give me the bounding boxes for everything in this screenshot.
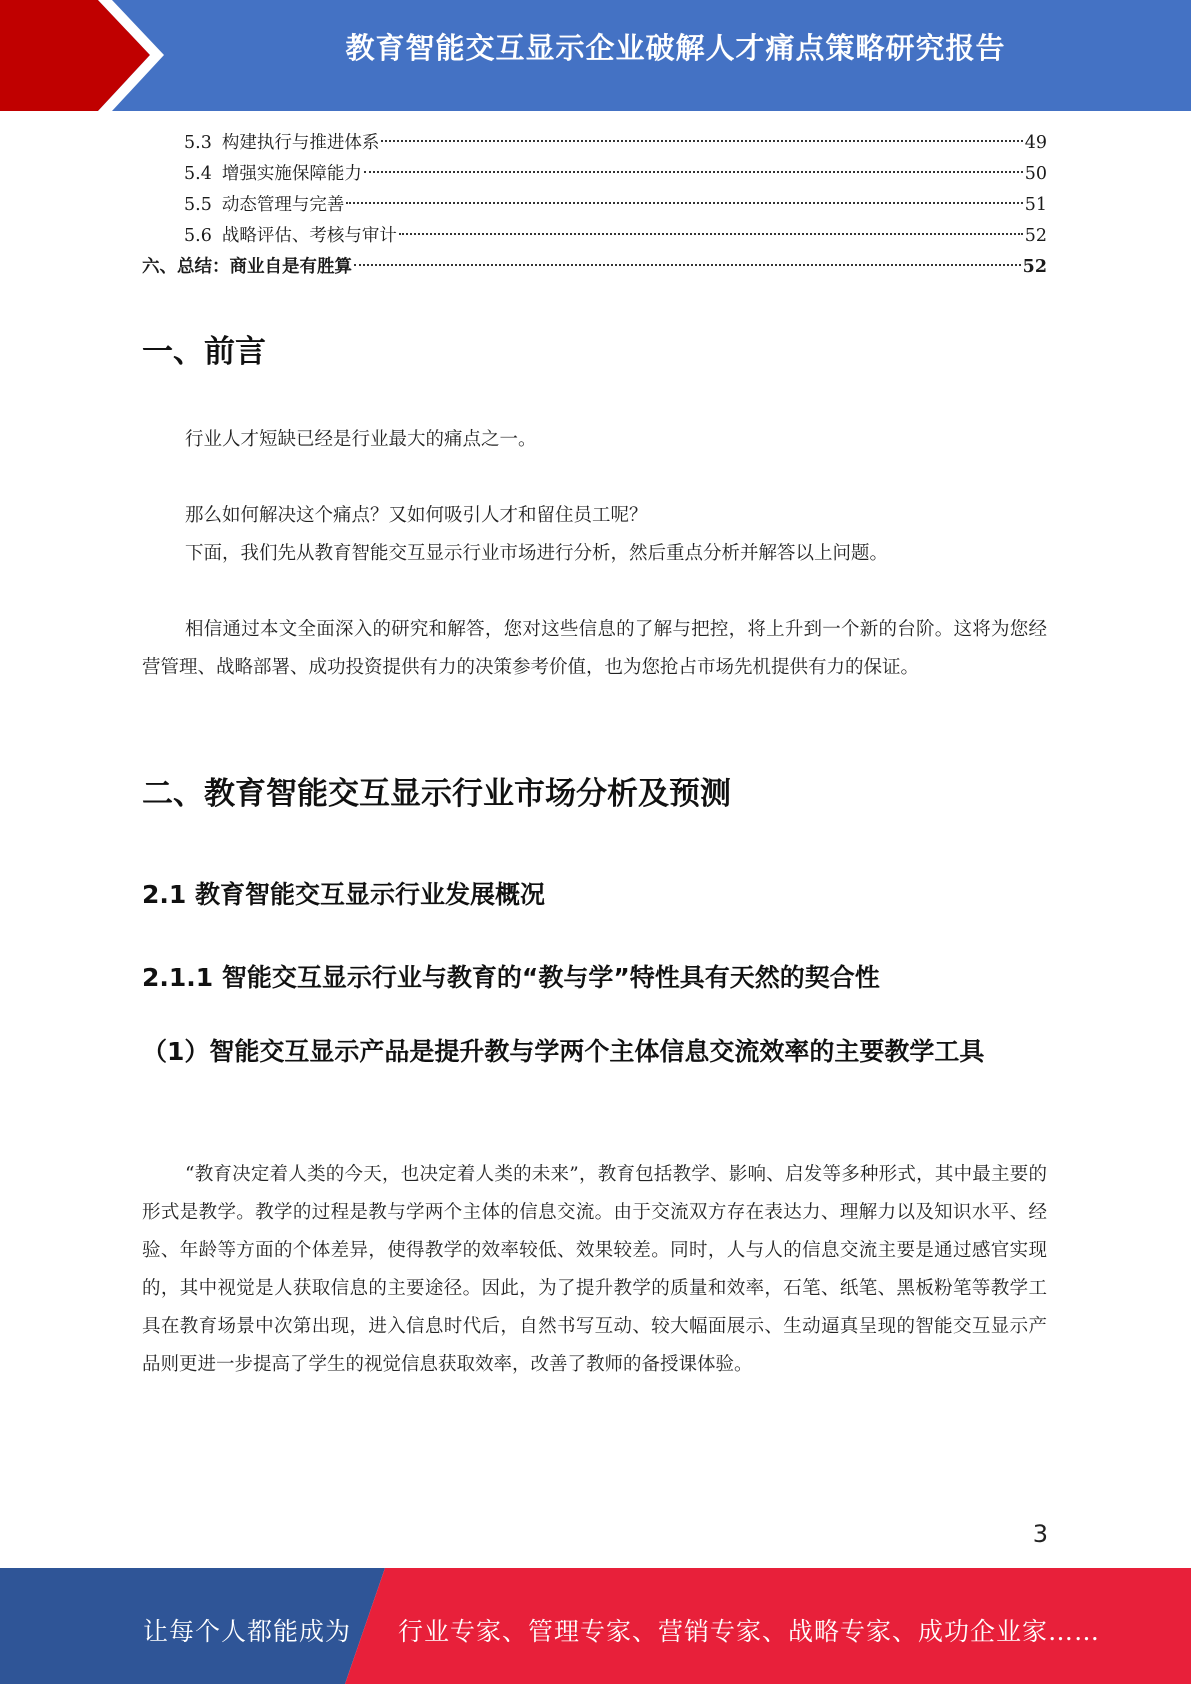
footer-slogan-left: 让每个人都能成为	[143, 1617, 352, 1646]
toc-item-title: 六、总结：商业自是有胜算	[142, 257, 352, 277]
header-title: 教育智能交互显示企业破解人才痛点策略研究报告	[345, 31, 1006, 65]
toc-item-number: 5.4	[184, 164, 212, 184]
toc-leader	[346, 202, 1022, 204]
toc-item-chapter[interactable]	[142, 252, 1047, 283]
toc-leader	[381, 140, 1022, 142]
paragraph: 行业人才短缺已经是行业最大的痛点之一。	[185, 429, 537, 450]
toc-item-number: 5.6	[184, 226, 212, 246]
toc-item-page: 52	[1024, 226, 1047, 246]
footer-banner	[0, 1568, 1191, 1684]
toc-item-page: 49	[1024, 133, 1047, 153]
toc-item[interactable]	[142, 159, 1047, 190]
toc-leader	[364, 171, 1023, 173]
page-number: 3	[1032, 1520, 1048, 1548]
paragraph: 下面，我们先从教育智能交互显示行业市场进行分析，然后重点分析并解答以上问题。	[185, 543, 889, 564]
toc-item-page: 51	[1024, 195, 1047, 215]
toc-leader	[399, 233, 1023, 235]
toc-item-title: 战略评估、考核与审计	[221, 226, 397, 246]
subsection-heading: 2.1.1 智能交互显示行业与教育的“教与学”特性具有天然的契合性	[142, 963, 880, 992]
toc-item-number: 5.5	[184, 195, 212, 215]
toc-leader	[354, 264, 1021, 266]
toc-item[interactable]	[142, 190, 1047, 221]
subsection-heading: （1）智能交互显示产品是提升教与学两个主体信息交流效率的主要教学工具	[142, 1037, 985, 1066]
toc-item-title: 增强实施保障能力	[221, 164, 362, 184]
toc-item-title: 构建执行与推进体系	[221, 133, 380, 153]
subsection-heading: 2.1 教育智能交互显示行业发展概况	[142, 880, 545, 909]
footer-slogan-right: 行业专家、管理专家、营销专家、战略专家、成功企业家……	[398, 1617, 1101, 1646]
section-heading-preface: 一、前言	[142, 334, 266, 370]
table-of-contents	[142, 128, 1047, 283]
paragraph: “教育决定着人类的今天，也决定着人类的未来”，教育包括教学、影响、启发等多种形式，其中最主要的形式是教学。教学的过程是教与学两个主体的信息交流。由于交流双方存在表达力、理解力以及知识水平、经验、年龄等方面的个体差异，使得教学的效率较低、效果较差。同时，人与人的信息交流主要是通过感官实现的，其中视觉是人获取信息的主要途径。因此，为了提升教学的质量和效率，石笔、纸笔、黑板粉笔等教学工具在教育场景中次第出现，进入信息时代后，自然书写互动、较大幅面展示、生动逼真呈现的智能交互显示产品则更进一步提高了学生的视觉信息获取效率，改善了教师的备授课体验。	[142, 1164, 1047, 1375]
toc-item[interactable]	[142, 221, 1047, 252]
toc-item-title: 动态管理与完善	[221, 195, 345, 215]
paragraph: 相信通过本文全面深入的研究和解答，您对这些信息的了解与把控，将上升到一个新的台阶。这将为您经营管理、战略部署、成功投资提供有力的决策参考价值，也为您抢占市场先机提供有力的保证。	[142, 619, 1047, 678]
header-banner	[0, 0, 1191, 111]
toc-item[interactable]	[142, 128, 1047, 159]
toc-item-number: 5.3	[184, 133, 212, 153]
toc-item-page: 50	[1024, 164, 1047, 184]
paragraph: 那么如何解决这个痛点？又如何吸引人才和留住员工呢？	[185, 505, 648, 526]
toc-item-page: 52	[1022, 257, 1047, 277]
section-heading-market-analysis: 二、教育智能交互显示行业市场分析及预测	[142, 776, 731, 812]
